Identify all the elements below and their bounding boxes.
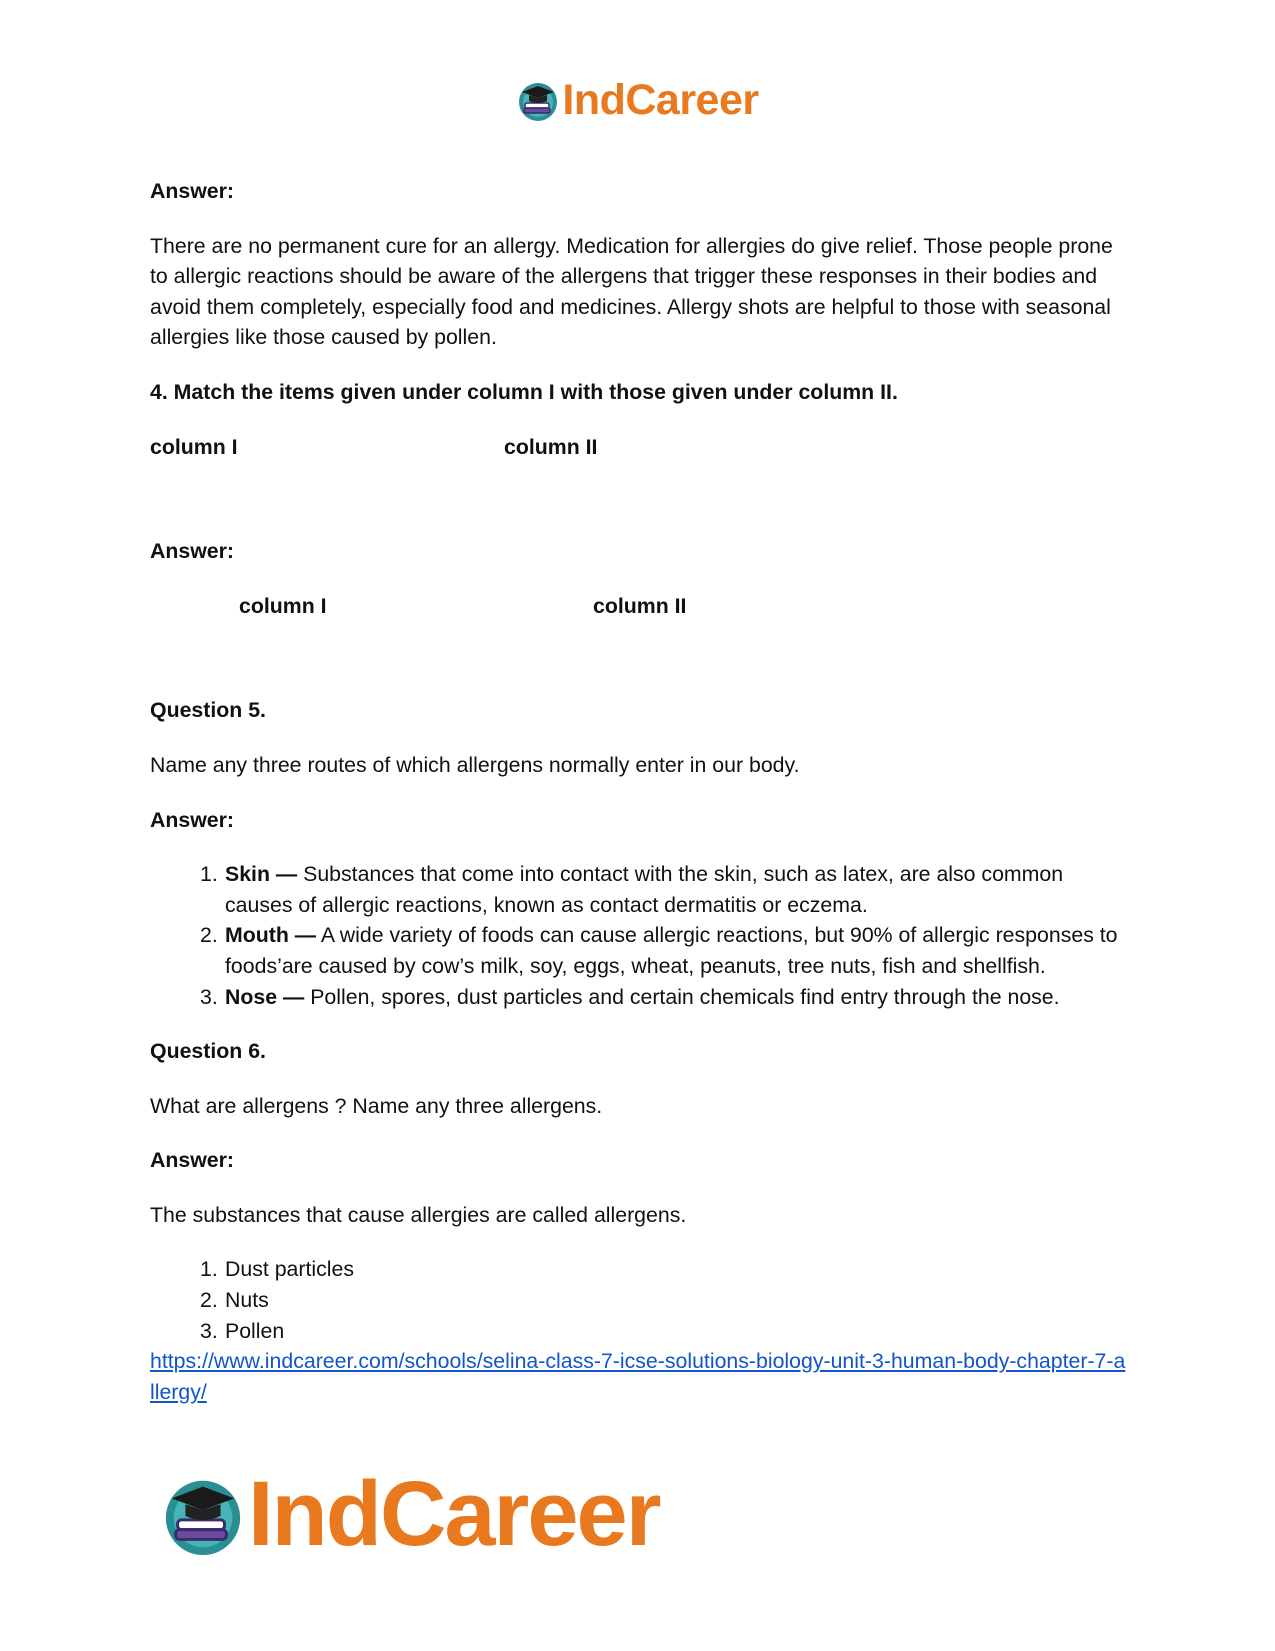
document-body <box>150 176 1130 1407</box>
answer-column-headers <box>150 591 1130 622</box>
header-logo <box>0 75 1275 124</box>
list-item: 1. Dust particles <box>200 1257 355 1282</box>
answer-label: Answer: <box>150 1148 235 1173</box>
routes-list <box>150 859 1130 1012</box>
graduation-cap-books-icon <box>160 1471 246 1557</box>
answer-label: Answer: <box>150 807 235 832</box>
list-item: 3. Nose — Pollen, spores, dust particles and certain chemicals find entry through the nose. <box>200 984 1060 1009</box>
answer-paragraph: There are no permanent cure for an allergy. Medication for allergies do give relief. Those people prone to allergic reactions should be aware of the allergens that trigger these responses in their bodies and avoid them completely, especially food and medicines. Allergy shots are helpful to those with seasonal allergies like those caused by pollen. <box>150 233 1113 350</box>
column-ii-header: column II <box>504 434 598 459</box>
source-link[interactable]: https://www.indcareer.com/schools/selina-class-7-icse-solutions-biology-unit-3-human-body-chapter-7-allergy/ <box>150 1349 1126 1404</box>
list-item: 2. Nuts <box>200 1288 269 1313</box>
list-item: 2. Mouth — A wide variety of foods can cause allergic reactions, but 90% of allergic responses to foods’are caused by cow’s milk, soy, eggs, wheat, peanuts, tree nuts, fish and shellfish. <box>200 923 1118 978</box>
question-5-title: Question 5. <box>150 698 266 723</box>
answer-6-text: The substances that cause allergies are called allergens. <box>150 1202 687 1227</box>
logo-text: IndCareer <box>248 1463 660 1565</box>
question-4: 4. Match the items given under column I with those given under column II. <box>150 379 898 404</box>
column-headers <box>150 432 1130 463</box>
footer-logo <box>160 1463 660 1565</box>
list-item: 3. Pollen <box>200 1318 285 1343</box>
answer-label: Answer: <box>150 539 235 564</box>
logo-text: IndCareer <box>562 75 759 124</box>
column-ii-header: column II <box>593 593 687 618</box>
answer-label: Answer: <box>150 179 235 203</box>
column-i-header: column I <box>150 434 238 459</box>
question-6-title: Question 6. <box>150 1039 266 1064</box>
column-i-header: column I <box>239 593 327 618</box>
question-5-text: Name any three routes of which allergens normally enter in our body. <box>150 752 800 777</box>
graduation-cap-books-icon <box>516 78 560 122</box>
allergens-list <box>150 1254 1130 1346</box>
list-item: 1. Skin — Substances that come into contact with the skin, such as latex, are also common causes of allergic reactions, known as contact dermatitis or eczema. <box>200 862 1064 917</box>
question-6-text: What are allergens ? Name any three allergens. <box>150 1093 603 1118</box>
